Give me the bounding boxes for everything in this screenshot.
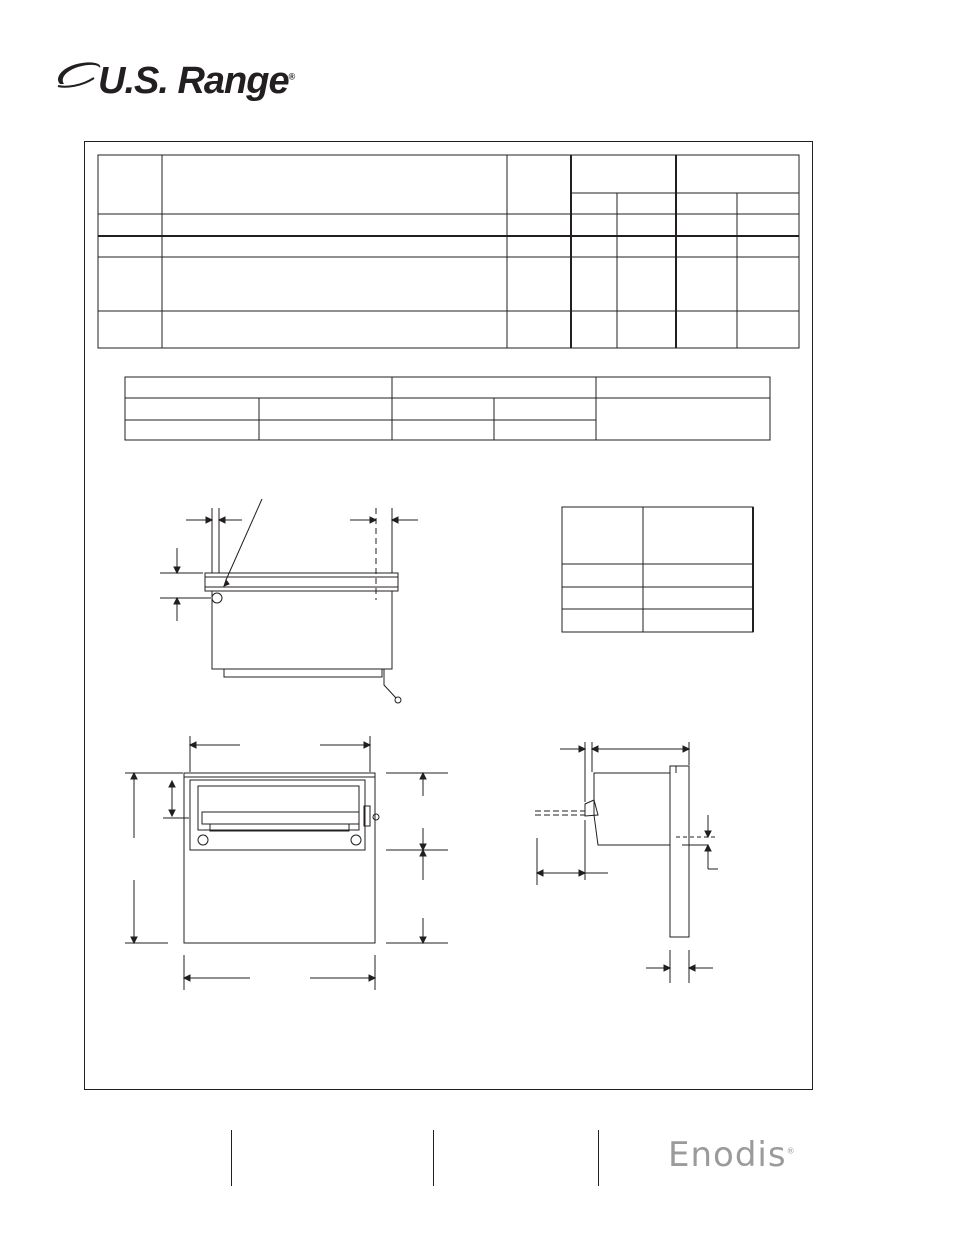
registered-icon: ® xyxy=(786,1146,796,1156)
footer-divider xyxy=(598,1130,599,1186)
brand-logo-text: U.S. Range xyxy=(98,60,289,102)
footer-divider xyxy=(231,1130,232,1186)
spec-table xyxy=(98,155,799,348)
footer-logo-text: Enodis xyxy=(668,1135,787,1175)
footer-logo xyxy=(668,1135,796,1175)
registered-icon: ® xyxy=(288,71,295,82)
side-view-drawing xyxy=(535,742,718,983)
top-view-drawing xyxy=(160,499,418,703)
shipping-table xyxy=(562,507,753,632)
footer-divider xyxy=(433,1130,434,1186)
front-view-drawing xyxy=(125,736,448,990)
clearance-table xyxy=(125,377,770,440)
